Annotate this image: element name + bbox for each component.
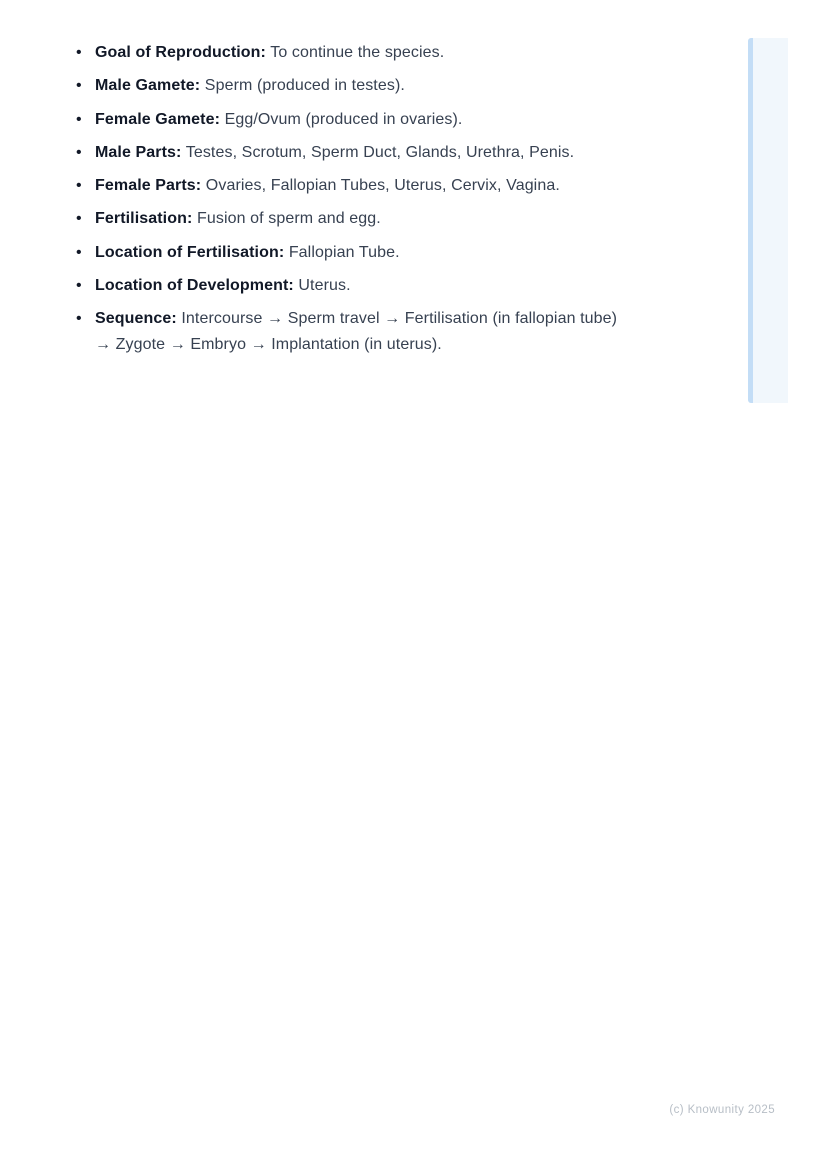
item-text: Uterus. — [298, 277, 351, 295]
item-text: Sperm (produced in testes). — [204, 77, 405, 95]
item-text: Fallopian Tube. — [288, 243, 400, 261]
list-item — [95, 73, 635, 99]
item-text: Egg/Ovum (produced in ovaries). — [224, 110, 463, 128]
list-item — [95, 173, 635, 199]
item-text: Ovaries, Fallopian Tubes, Uterus, Cervix, Vagina. — [205, 177, 560, 195]
margin-highlight-bar — [748, 38, 788, 403]
item-text: Fusion of sperm and egg. — [196, 210, 381, 228]
list-item — [95, 107, 635, 133]
item-label: Female Gamete: — [95, 110, 221, 128]
list-item — [95, 206, 635, 232]
list-item — [95, 140, 635, 166]
item-label: Goal of Reproduction: — [95, 44, 266, 61]
item-text: Testes, Scrotum, Sperm Duct, Glands, Urethra, Penis. — [185, 143, 575, 161]
item-label: Female Parts: — [95, 177, 202, 195]
item-label: Fertilisation: — [95, 210, 193, 228]
item-label: Male Parts: — [95, 143, 182, 161]
list-item — [95, 306, 635, 358]
item-label: Location of Fertilisation: — [95, 243, 285, 261]
copyright-text: (c) Knowunity 2025 — [669, 1104, 775, 1116]
item-text: To continue the species. — [270, 44, 445, 61]
item-label: Location of Development: — [95, 277, 294, 295]
list-item — [95, 40, 635, 66]
item-text: Intercourse → Sperm travel → Fertilisation (in fallopian tube) → Zygote → Embryo → Implantation (in uterus). — [95, 310, 618, 354]
notes-list — [95, 40, 635, 366]
list-item — [95, 240, 635, 266]
item-label: Sequence: — [95, 310, 177, 328]
list-item — [95, 273, 635, 299]
item-label: Male Gamete: — [95, 77, 201, 95]
